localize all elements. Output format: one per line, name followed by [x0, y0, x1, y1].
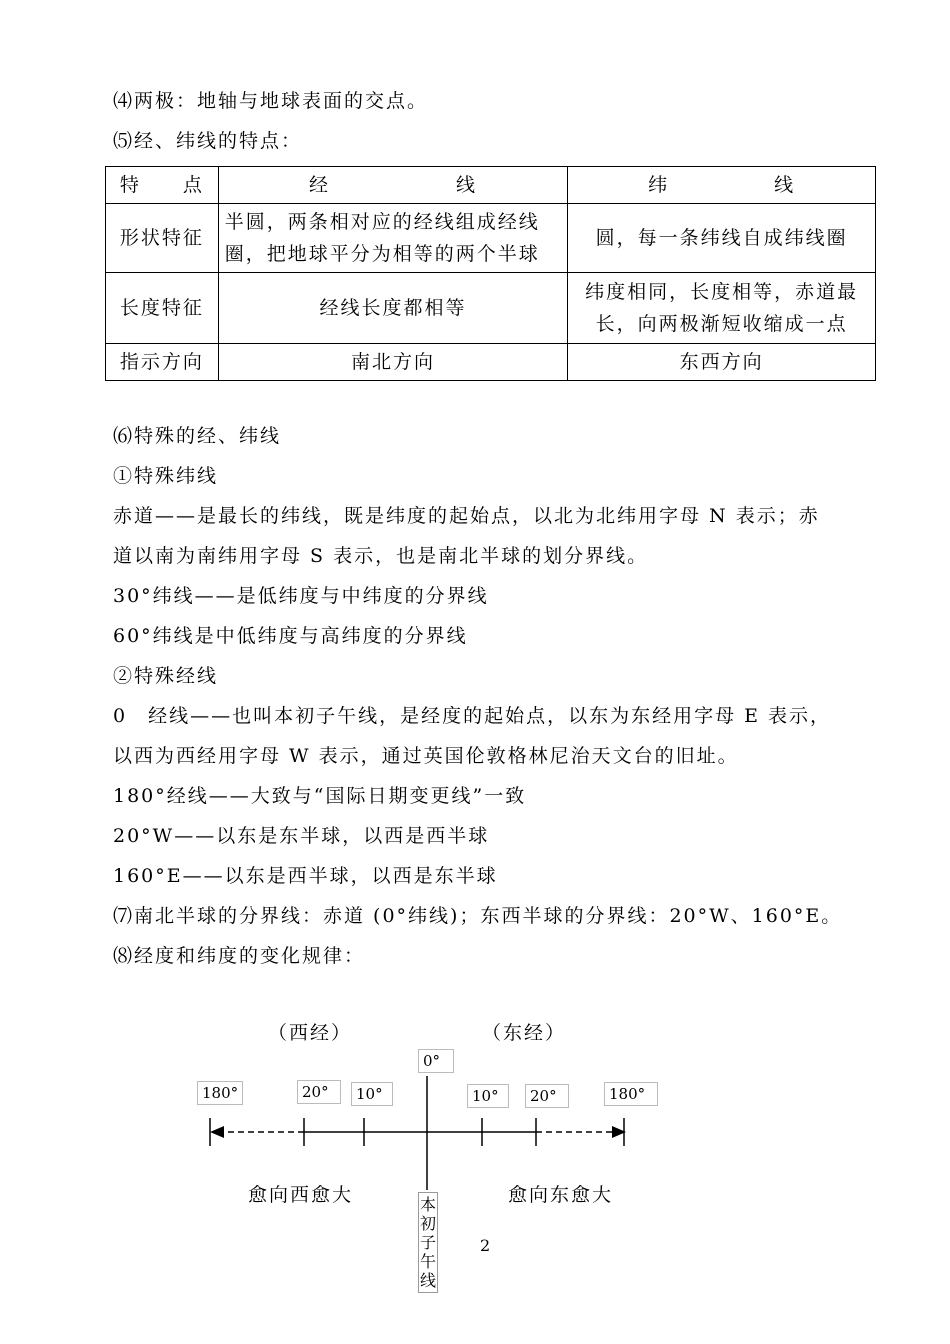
- page-number: 2: [480, 1236, 491, 1255]
- meridian-cell: 南北方向: [218, 344, 568, 381]
- parallel-cell: 纬度相同，长度相等，赤道最长，向两极渐短收缩成一点: [568, 273, 876, 344]
- equator-line-2: 道以南为南纬用字母 S 表示，也是南北半球的划分界线。: [113, 545, 649, 567]
- w20-line: 20°W——以东是东半球，以西是西半球: [113, 825, 490, 847]
- tick-label-east-180: 180°: [604, 1082, 658, 1106]
- table-header-row: [106, 167, 876, 204]
- special-longitudes-heading: ②特殊经线: [113, 665, 219, 687]
- prime-meridian-line-2: 以西为西经用字母 W 表示，通过英国伦敦格林尼治天文台的旧址。: [113, 745, 739, 767]
- tick-label-west-180: 180°: [197, 1081, 243, 1105]
- tick-label-east-10: 10°: [467, 1084, 509, 1108]
- features-table: [105, 166, 876, 381]
- table-header-cell: 纬 线: [568, 167, 876, 204]
- tick-label-east-20: 20°: [525, 1084, 569, 1108]
- item-8: ⑻经度和纬度的变化规律：: [113, 945, 366, 967]
- lon180-line: 180°经线——大致与“国际日期变更线”一致: [113, 785, 527, 807]
- parallel-cell: 圆，每一条纬线自成纬线圈: [568, 204, 876, 273]
- meridian-cell: 半圆，两条相对应的经线组成经线圈，把地球平分为相等的两个半球: [218, 204, 568, 273]
- table-row: [106, 204, 876, 273]
- equator-line-1: 赤道——是最长的纬线，既是纬度的起始点，以北为北纬用字母 N 表示；赤: [113, 505, 820, 527]
- prime-meridian-line-1: 0 经线——也叫本初子午线，是经度的起始点，以东为东经用字母 E 表示，: [113, 705, 832, 727]
- table-header-cell: 特 点: [106, 167, 219, 204]
- tick-label-west-10: 10°: [351, 1082, 393, 1106]
- meridian-cell: 经线长度都相等: [218, 273, 568, 344]
- row-label: 长度特征: [106, 273, 219, 344]
- east-longitude-label: （东经）: [482, 1022, 567, 1044]
- row-label: 指示方向: [106, 344, 219, 381]
- item-6: ⑹特殊的经、纬线: [113, 425, 282, 447]
- lat30-line: 30°纬线——是低纬度与中纬度的分界线: [113, 585, 489, 607]
- item-5: ⑸经、纬线的特点：: [113, 130, 303, 152]
- east-caption: 愈向东愈大: [508, 1184, 614, 1206]
- special-latitudes-heading: ①特殊纬线: [113, 465, 219, 487]
- e160-line: 160°E——以东是西半球，以西是东半球: [113, 865, 498, 887]
- axis-drawing: [0, 1000, 950, 1344]
- parallel-cell: 东西方向: [568, 344, 876, 381]
- zero-degree-label: 0°: [418, 1049, 454, 1073]
- item-4: ⑷两极：地轴与地球表面的交点。: [113, 90, 429, 112]
- west-longitude-label: （西经）: [268, 1022, 353, 1044]
- lat60-line: 60°纬线是中低纬度与高纬度的分界线: [113, 625, 468, 647]
- table-row: [106, 273, 876, 344]
- item-7: ⑺南北半球的分界线：赤道 (0°纬线)；东西半球的分界线：20°W、160°E。: [113, 905, 843, 927]
- tick-label-west-20: 20°: [297, 1080, 341, 1104]
- longitude-diagram: [0, 1000, 950, 1344]
- prime-meridian-label: 本初子午线: [418, 1192, 438, 1293]
- west-caption: 愈向西愈大: [248, 1184, 354, 1206]
- row-label: 形状特征: [106, 204, 219, 273]
- table-row: [106, 344, 876, 381]
- west-arrowhead: [210, 1126, 224, 1138]
- table-header-cell: 经 线: [218, 167, 568, 204]
